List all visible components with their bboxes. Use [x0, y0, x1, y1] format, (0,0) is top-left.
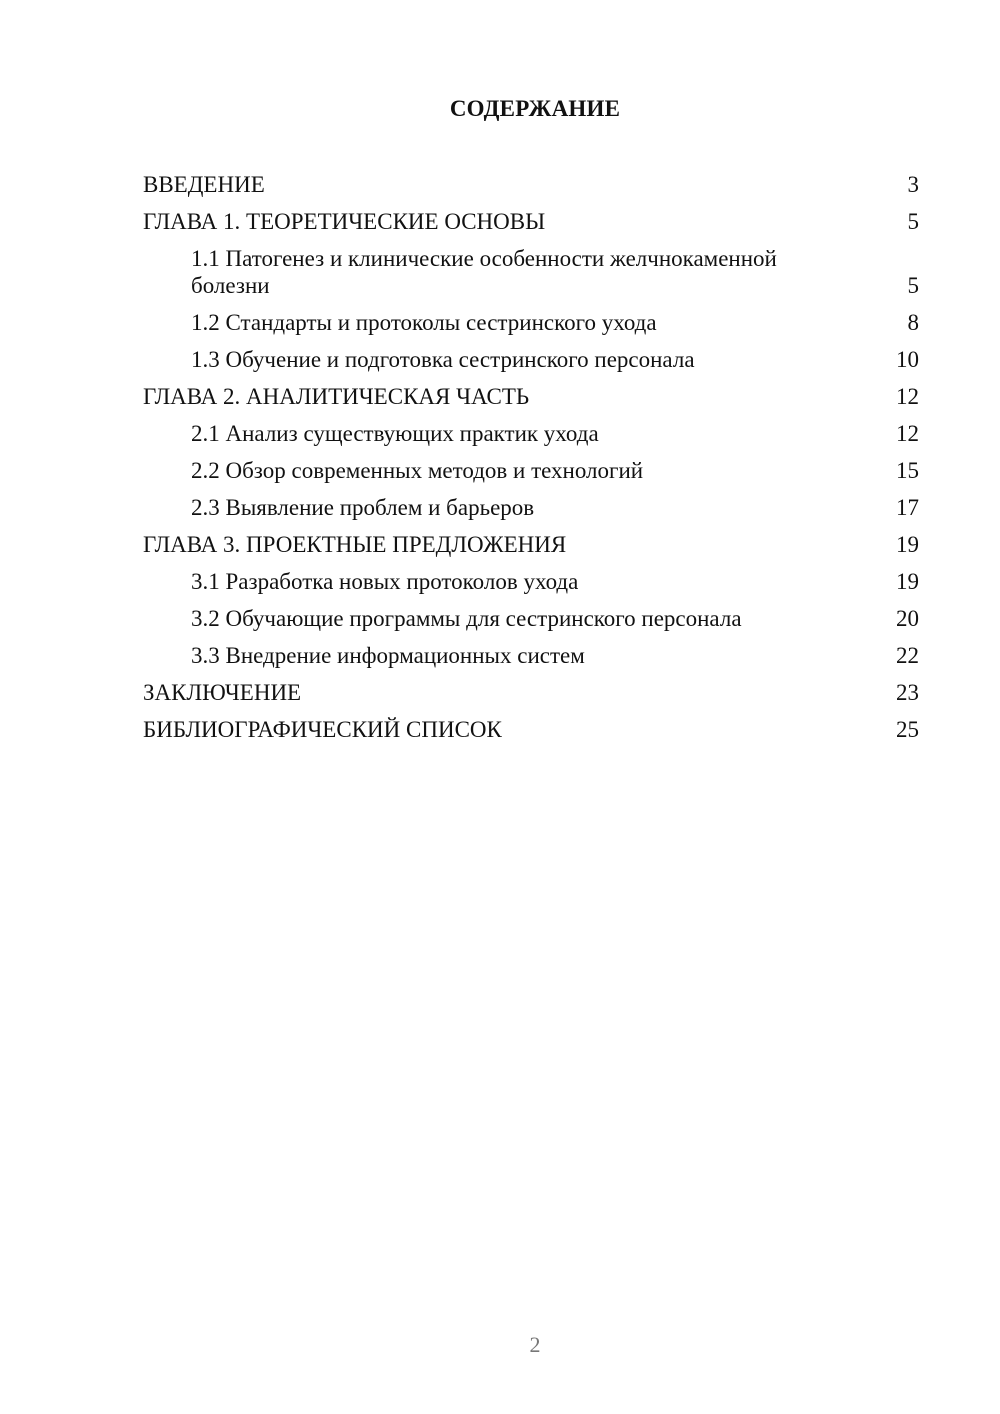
toc-entry-label: 1.1 Патогенез и клинические особенности желчнокаменной болезни [191, 246, 777, 298]
toc-entry-page: 19 [896, 569, 919, 594]
toc-entry-page: 12 [896, 421, 919, 446]
toc-entry-page: 17 [896, 495, 919, 520]
toc-entry-label: 2.3 Выявление проблем и барьеров [191, 495, 535, 520]
toc-entry-label: ГЛАВА 3. ПРОЕКТНЫЕ ПРЕДЛОЖЕНИЯ [143, 532, 567, 557]
toc-entry-label: ГЛАВА 1. ТЕОРЕТИЧЕСКИЕ ОСНОВЫ [143, 209, 546, 234]
toc-entry-page: 15 [896, 458, 919, 483]
toc-entry-page: 5 [907, 209, 919, 234]
toc-entry-label: БИБЛИОГРАФИЧЕСКИЙ СПИСОК [143, 717, 502, 742]
toc-entry[interactable] [143, 526, 919, 563]
page-number: 2 [529, 1332, 541, 1357]
toc-entry-label: 3.1 Разработка новых протоколов ухода [191, 569, 579, 594]
toc-entry[interactable] [143, 563, 919, 600]
toc-entry[interactable] [143, 240, 919, 304]
toc-entry-label: 1.2 Стандарты и протоколы сестринского ухода [191, 310, 657, 335]
toc-entry-page: 23 [896, 680, 919, 705]
toc-title: СОДЕРЖАНИЕ [449, 96, 621, 121]
toc-entry[interactable] [143, 674, 919, 711]
toc-entry-label: 2.1 Анализ существующих практик ухода [191, 421, 599, 446]
toc-entry-label: 3.3 Внедрение информационных систем [191, 643, 585, 668]
toc-entry[interactable] [143, 166, 919, 203]
toc-entry-label: ВВЕДЕНИЕ [143, 172, 265, 197]
toc-entry[interactable] [143, 341, 919, 378]
toc-entry-page: 12 [896, 384, 919, 409]
toc-entry-label: ЗАКЛЮЧЕНИЕ [143, 680, 302, 705]
toc-entry[interactable] [143, 637, 919, 674]
toc-entry[interactable] [143, 378, 919, 415]
toc-entry[interactable] [143, 452, 919, 489]
toc-entry-page: 8 [907, 310, 919, 335]
toc-entry-page: 10 [896, 347, 919, 372]
toc-entry-page: 19 [896, 532, 919, 557]
toc-entry-label: ГЛАВА 2. АНАЛИТИЧЕСКАЯ ЧАСТЬ [143, 384, 530, 409]
toc-entry[interactable] [143, 489, 919, 526]
toc-entry-page: 22 [896, 643, 919, 668]
toc-entry[interactable] [143, 304, 919, 341]
toc-entry-page: 3 [907, 172, 919, 197]
toc-entry[interactable] [143, 203, 919, 240]
toc-entry-page: 20 [896, 606, 919, 631]
toc-entry-page: 25 [896, 717, 919, 742]
toc-entry-label: 3.2 Обучающие программы для сестринского персонала [191, 606, 742, 631]
toc-entry-page: 5 [907, 273, 919, 298]
toc-entry-label: 1.3 Обучение и подготовка сестринского персонала [191, 347, 695, 372]
table-of-contents [143, 166, 919, 748]
toc-entry[interactable] [143, 415, 919, 452]
toc-entry[interactable] [143, 600, 919, 637]
toc-entry[interactable] [143, 711, 919, 748]
toc-entry-label: 2.2 Обзор современных методов и технологий [191, 458, 644, 483]
